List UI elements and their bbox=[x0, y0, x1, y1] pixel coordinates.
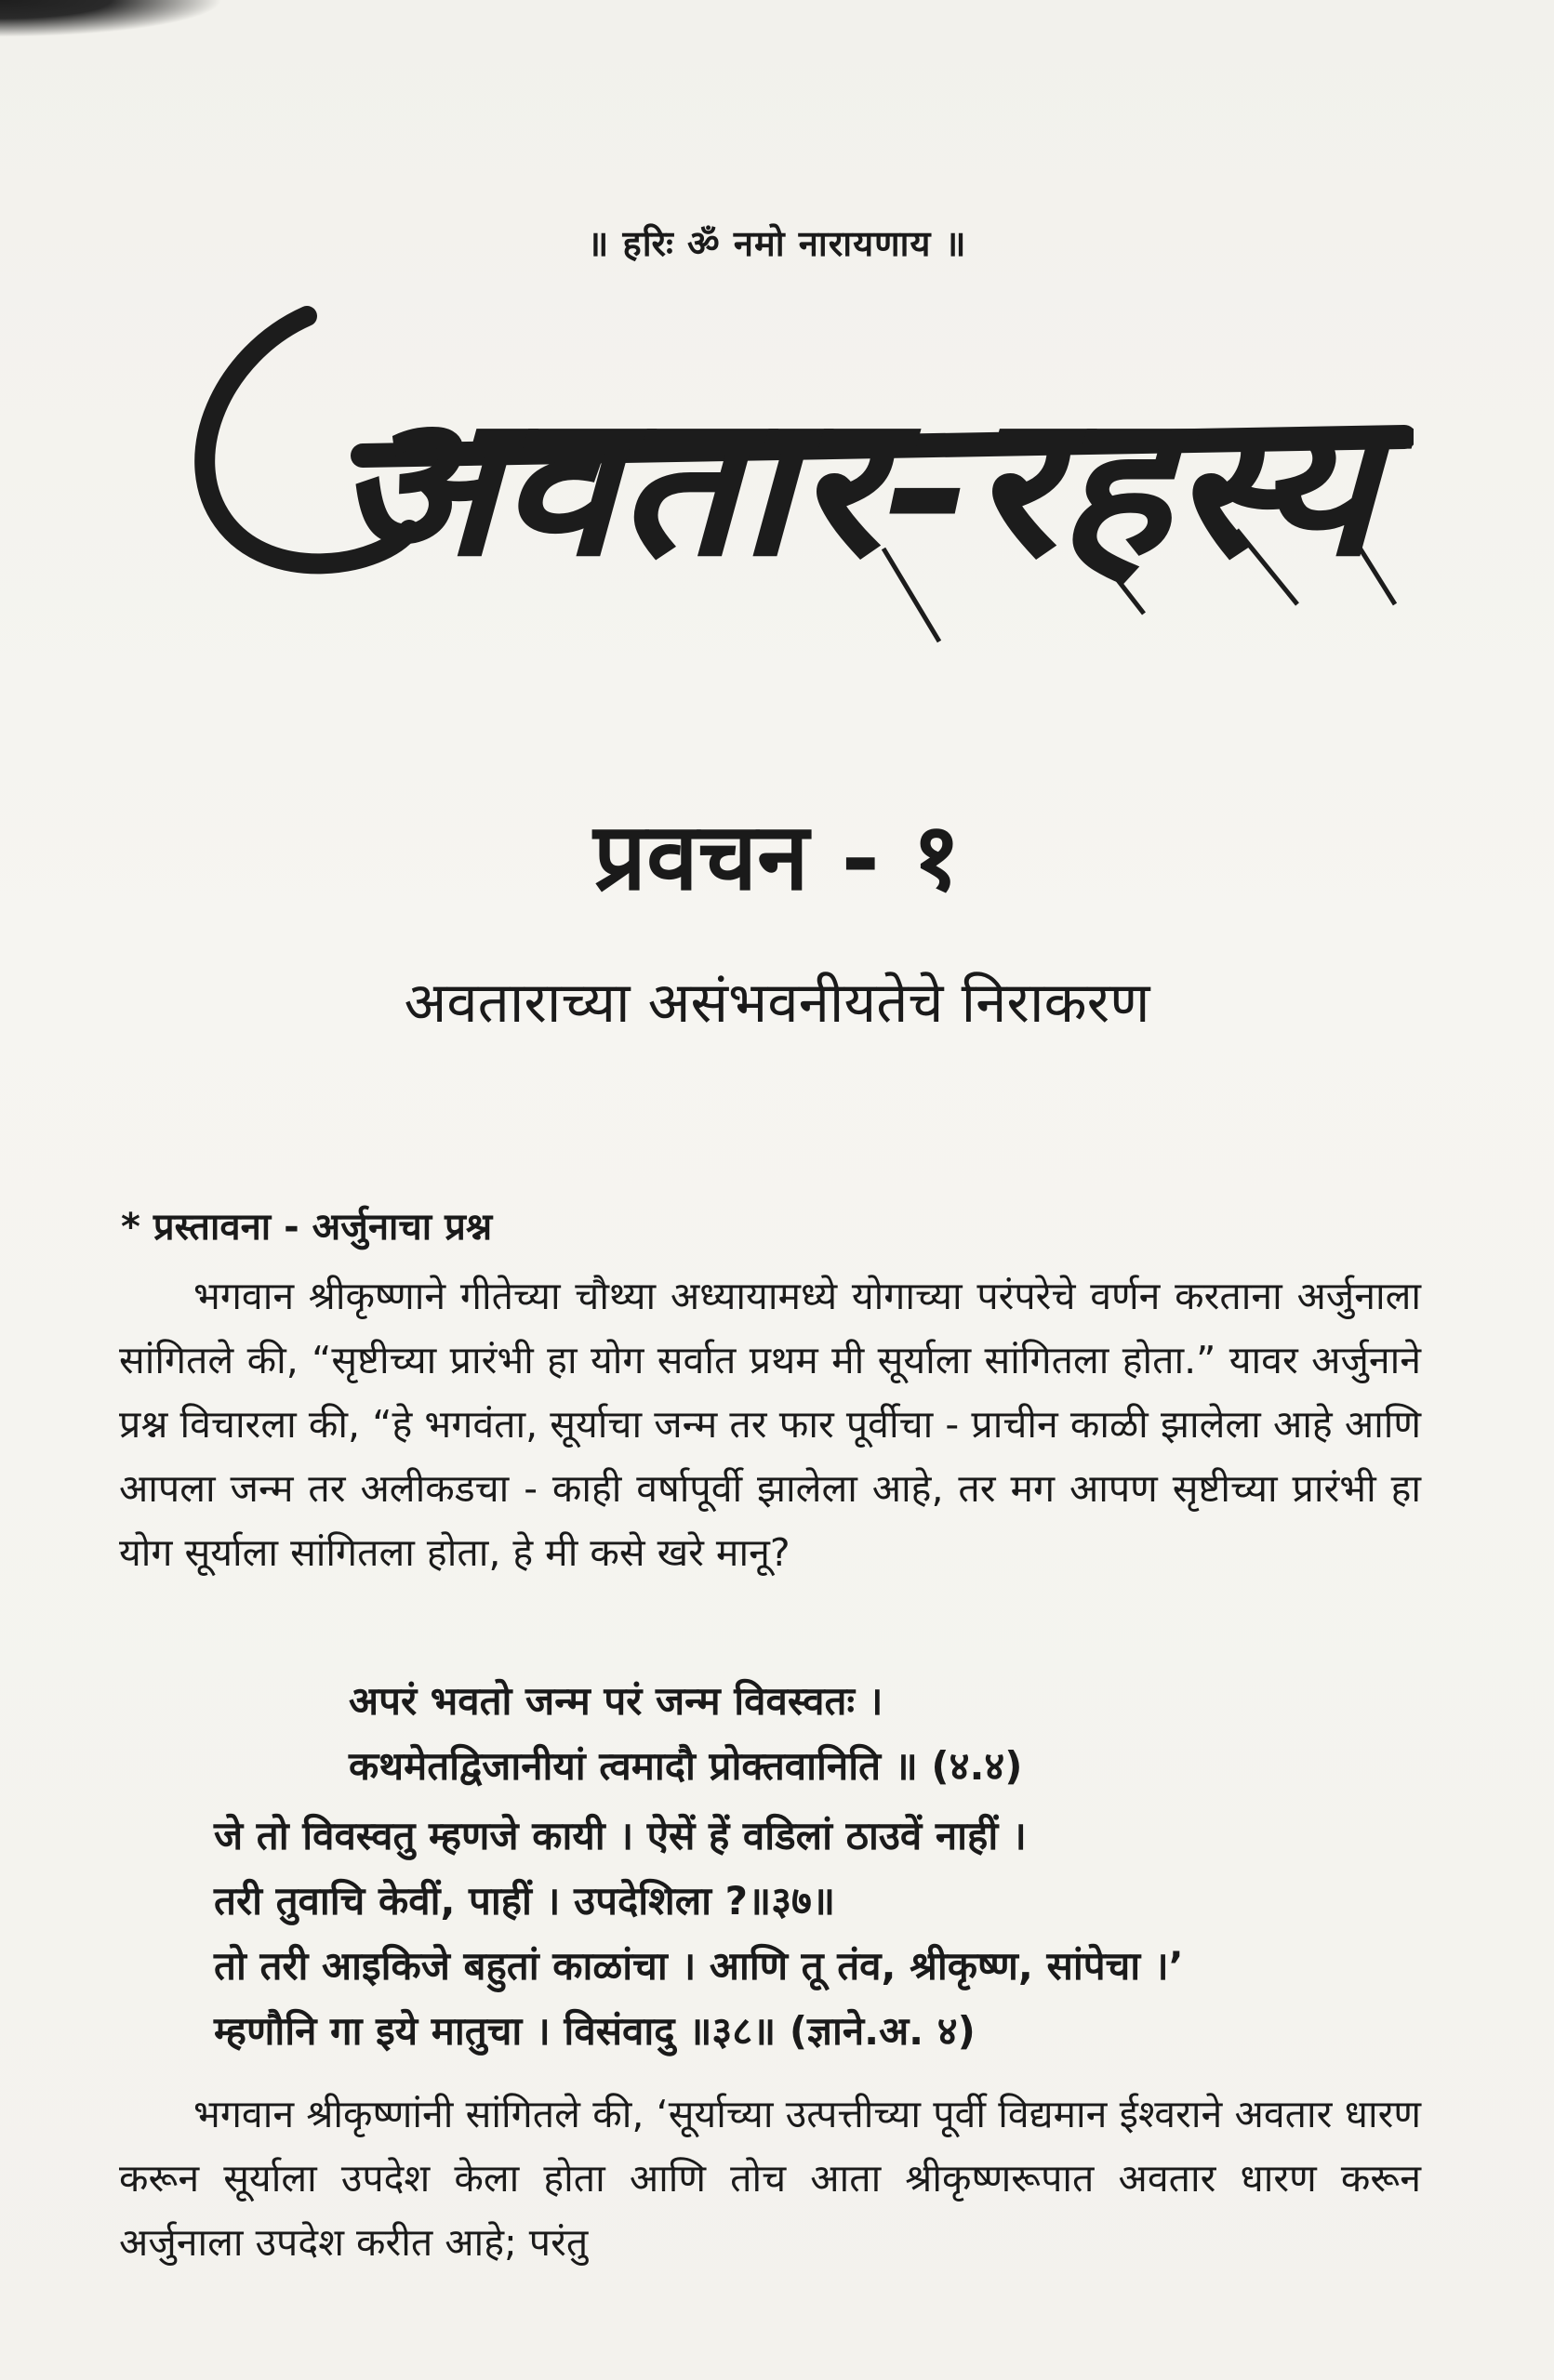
dnyaneshwari-verse-line-4: म्हणौनि गा इये मातुचा । विसंवादु ॥३८॥ (ज्ञाने.अ. ४) bbox=[214, 2008, 976, 2054]
chapter-heading: प्रवचन - १ bbox=[593, 801, 961, 911]
bullet-asterisk: * bbox=[121, 1206, 140, 1249]
sanskrit-verse-line-2: कथमेतद्विजानीयां त्वमादौ प्रोक्तवानिति ॥ (४.४) bbox=[349, 1743, 1023, 1789]
section-heading-text: प्रस्तावना - अर्जुनाचा प्रश्न bbox=[153, 1206, 493, 1249]
paragraph-continuation-text: भगवान श्रीकृष्णांनी सांगितले की, ‘सूर्याच्या उत्पत्तीच्या पूर्वी विद्यमान ईश्वराने अवतार धारण करून सूर्याला उपदेश केला होता आणि तोच आता श्रीकृष्णरूपात अवतार धारण करून अर्जुनाला उपदेश करीत आहे; परंतु bbox=[119, 2092, 1421, 2265]
paragraph-continuation bbox=[119, 2082, 1421, 2275]
dnyaneshwari-verse-line-1: जे तो विवस्वतु म्हणजे कायी । ऐसें हें वडिलां ठाउवें नाहीं । bbox=[214, 1813, 1027, 1858]
dnyaneshwari-verse-line-3: तो तरी आइकिजे बहुतां काळांचा । आणि तू तंव, श्रीकृष्ण, सांपेचा ।’ bbox=[214, 1943, 1184, 1989]
title-calligraphy bbox=[167, 298, 1414, 651]
dnyaneshwari-verse-line-2: तरी तुवाचि केवीं, पाहीं । उपदेशिला ?॥३७॥ bbox=[214, 1878, 836, 1924]
chapter-subtitle: अवताराच्या असंभवनीयतेचे निराकरण bbox=[404, 971, 1150, 1036]
section-heading bbox=[121, 1199, 492, 1250]
sanskrit-verse-line-1: अपरं भवतो जन्म परं जन्म विवस्वतः । bbox=[349, 1678, 883, 1724]
paragraph-intro bbox=[119, 1264, 1421, 1585]
scan-edge-shadow bbox=[0, 0, 223, 37]
paragraph-intro-text: भगवान श्रीकृष्णाने गीतेच्या चौथ्या अध्यायामध्ये योगाच्या परंपरेचे वर्णन करताना अर्जुनाला सांगितले की, “सृष्टीच्या प्रारंभी हा योग सर्वात प्रथम मी सूर्याला सांगितला होता.” यावर अर्जुनाने प्रश्न विचारला की, “हे भगवंता, सूर्याचा जन्म तर फार पूर्वीचा - प्राचीन काळी झालेला आहे आणि आपला जन्म तर अलीकडचा - काही वर्षापूर्वी झालेला आहे, तर मग आपण सृष्टीच्या प्रारंभी हा योग सूर्याला सांगितला होता, हे मी कसे खरे मानू? bbox=[119, 1274, 1421, 1575]
page-title: अवतार-रहस्य bbox=[335, 370, 1414, 600]
invocation-line: ॥ हरिः ॐ नमो नारायणाय ॥ bbox=[587, 223, 967, 264]
